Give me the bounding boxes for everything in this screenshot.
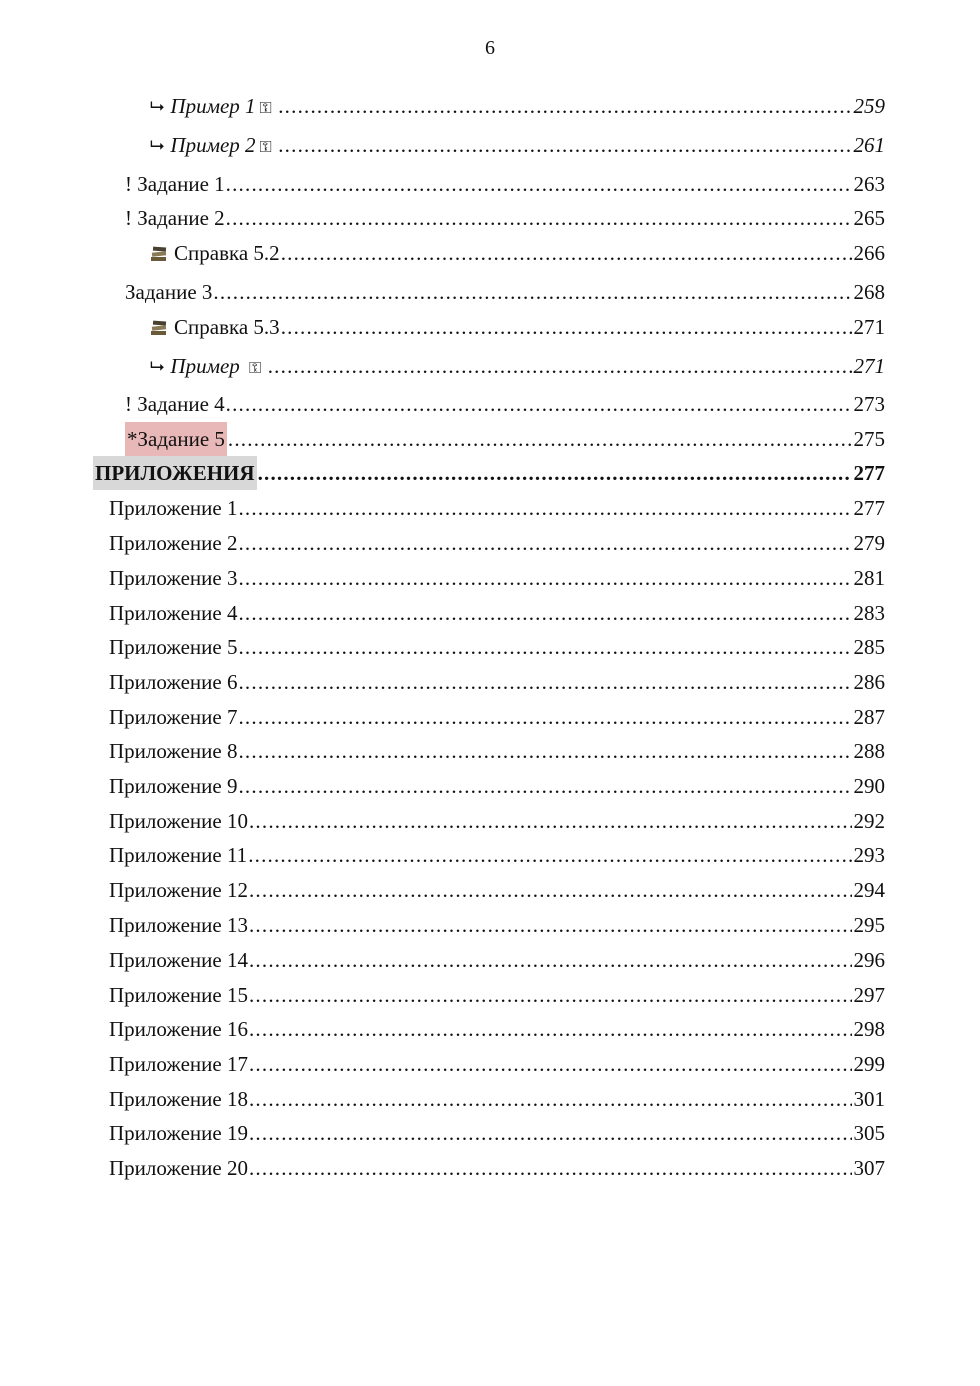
key-icon: ⚿: [259, 139, 272, 156]
toc-entry-page: 266: [853, 241, 885, 265]
toc-entry-appendix-1[interactable]: [109, 491, 885, 525]
page-number: 6: [485, 37, 495, 59]
toc-entry-label: Приложение 6: [109, 670, 238, 694]
toc-entry-appendix-4[interactable]: [109, 596, 885, 630]
toc-entry-page: 275: [853, 427, 885, 451]
toc-entry-label: Задание 3: [125, 280, 213, 304]
toc-entry-label: Приложение 19: [109, 1121, 248, 1145]
toc-entry-page: 290: [853, 774, 885, 798]
toc-entry-page: 286: [853, 670, 885, 694]
toc-entry-task-4[interactable]: [125, 387, 885, 421]
dot-leader: [249, 908, 852, 942]
toc-entry-appendix-14[interactable]: [109, 943, 885, 977]
toc-entry-label: Приложение 5: [109, 635, 238, 659]
toc-entry-label: Приложение 11: [109, 843, 248, 867]
toc-entry-example[interactable]: [150, 349, 885, 383]
toc-entry-label: Приложение 20: [109, 1156, 248, 1180]
toc-entry-label: Приложение 4: [109, 601, 238, 625]
dot-leader: [238, 561, 851, 595]
dot-leader: [238, 630, 851, 664]
dot-leader: [238, 596, 851, 630]
toc-entry-page: 271: [853, 315, 885, 339]
dot-leader: [258, 456, 852, 490]
toc-entry-label: Приложение 13: [109, 913, 248, 937]
dot-leader: [268, 349, 851, 383]
toc-entry-page: 287: [853, 705, 885, 729]
books-icon: [150, 237, 168, 271]
toc-entry-appendix-6[interactable]: [109, 665, 885, 699]
toc-entry-label: Справка 5.2: [174, 241, 280, 265]
toc-entry-appendix-13[interactable]: [109, 908, 885, 942]
toc-entry-page: 288: [853, 739, 885, 763]
toc-entry-reference-5-2[interactable]: [150, 236, 885, 270]
toc-entry-example-1[interactable]: [150, 89, 885, 123]
toc-entry-page: 283: [853, 601, 885, 625]
dot-leader: [238, 665, 851, 699]
dot-leader: [281, 310, 852, 344]
dot-leader: [238, 734, 851, 768]
key-icon: ⚿: [249, 360, 262, 377]
key-icon: ⚿: [259, 100, 272, 117]
toc-entry-label: Приложение 18: [109, 1087, 248, 1111]
toc-entry-task-5[interactable]: [125, 422, 885, 456]
toc-entry-label: Приложение 1: [109, 496, 238, 520]
toc-entry-label: Пример: [170, 354, 240, 378]
toc-entry-label: Приложение 16: [109, 1017, 248, 1041]
dot-leader: [249, 943, 852, 977]
dot-leader: [226, 201, 852, 235]
dot-leader: [249, 1012, 852, 1046]
dot-leader: [248, 838, 851, 872]
toc-entry-page: 265: [853, 206, 885, 230]
toc-entry-page: 299: [853, 1052, 885, 1076]
toc-entry-label: ! Задание 2: [125, 206, 225, 230]
toc-entry-page: 293: [853, 843, 885, 867]
toc-entry-page: 259: [853, 94, 885, 118]
toc-entry-label: Приложение 10: [109, 809, 248, 833]
toc-entry-label: Справка 5.3: [174, 315, 280, 339]
dot-leader: [249, 804, 852, 838]
toc-entry-page: 295: [853, 913, 885, 937]
dot-leader: [249, 1047, 852, 1081]
toc-entry-reference-5-3[interactable]: [150, 310, 885, 344]
dot-leader: [228, 422, 852, 456]
toc-entry-page: 305: [853, 1121, 885, 1145]
toc-entry-appendix-19[interactable]: [109, 1116, 885, 1150]
toc-entry-label: Приложение 3: [109, 566, 238, 590]
toc-entry-appendix-12[interactable]: [109, 873, 885, 907]
dot-leader: [249, 873, 852, 907]
toc-entry-label: ! Задание 1: [125, 172, 225, 196]
toc-entry-page: 285: [853, 635, 885, 659]
toc-entry-label: Приложение 12: [109, 878, 248, 902]
toc-entry-task-1[interactable]: [125, 167, 885, 201]
toc-entry-page: 307: [853, 1156, 885, 1180]
toc-entry-page: 277: [853, 496, 885, 520]
toc-entry-page: 261: [853, 133, 885, 157]
dot-leader: [249, 1082, 852, 1116]
toc-entry-appendix-20[interactable]: [109, 1151, 885, 1185]
toc-entry-label: Приложение 14: [109, 948, 248, 972]
toc-entry-page: 297: [853, 983, 885, 1007]
toc-entry-appendix-15[interactable]: [109, 978, 885, 1012]
pushpin-icon: ⮡: [150, 356, 165, 376]
toc-entry-page: 292: [853, 809, 885, 833]
toc-entry-page: 277: [853, 461, 885, 485]
toc-entry-appendix-8[interactable]: [109, 734, 885, 768]
toc-entry-appendix-16[interactable]: [109, 1012, 885, 1046]
pushpin-icon: ⮡: [150, 135, 165, 155]
dot-leader: [238, 526, 851, 560]
toc-entry-label: Приложение 8: [109, 739, 238, 763]
toc-entry-appendix-10[interactable]: [109, 804, 885, 838]
pushpin-icon: ⮡: [150, 96, 165, 116]
dot-leader: [249, 1151, 852, 1185]
toc-entry-label: ПРИЛОЖЕНИЯ: [93, 456, 257, 490]
toc-entry-page: 301: [853, 1087, 885, 1111]
dot-leader: [249, 1116, 852, 1150]
dot-leader: [238, 700, 851, 734]
toc-entry-task-3[interactable]: [125, 275, 885, 309]
toc-entry-page: 263: [853, 172, 885, 196]
toc-entry-page: 268: [853, 280, 885, 304]
dot-leader: [281, 236, 852, 270]
toc-entry-task-2[interactable]: [125, 201, 885, 235]
toc-entry-appendix-9[interactable]: [109, 769, 885, 803]
toc-entry-label: *Задание 5: [125, 422, 227, 456]
toc-entry-label: Приложение 7: [109, 705, 238, 729]
dot-leader: [213, 275, 851, 309]
toc-entry-appendix-5[interactable]: [109, 630, 885, 664]
books-icon: [150, 311, 168, 345]
toc-entry-page: 298: [853, 1017, 885, 1041]
dot-leader: [249, 978, 852, 1012]
toc-entry-page: 281: [853, 566, 885, 590]
toc-entry-appendices[interactable]: [93, 456, 885, 490]
toc-entry-label: ! Задание 4: [125, 392, 225, 416]
dot-leader: [238, 769, 851, 803]
dot-leader: [226, 387, 852, 421]
toc-entry-page: 294: [853, 878, 885, 902]
dot-leader: [238, 491, 851, 525]
toc-entry-label: Пример 2: [170, 133, 256, 157]
toc-entry-appendix-2[interactable]: [109, 526, 885, 560]
toc-entry-appendix-3[interactable]: [109, 561, 885, 595]
toc-entry-appendix-7[interactable]: [109, 700, 885, 734]
toc-entry-page: 296: [853, 948, 885, 972]
toc-entry-appendix-11[interactable]: [109, 838, 885, 872]
toc-entry-label: Пример 1: [170, 94, 256, 118]
dot-leader: [226, 167, 852, 201]
toc-entry-label: Приложение 17: [109, 1052, 248, 1076]
toc-entry-appendix-18[interactable]: [109, 1082, 885, 1116]
toc-entry-example-2[interactable]: [150, 128, 885, 162]
toc-entry-label: Приложение 15: [109, 983, 248, 1007]
dot-leader: [279, 89, 852, 123]
dot-leader: [279, 128, 852, 162]
toc-entry-label: Приложение 2: [109, 531, 238, 555]
toc-entry-page: 271: [853, 354, 885, 378]
toc-entry-page: 273: [853, 392, 885, 416]
toc-entry-appendix-17[interactable]: [109, 1047, 885, 1081]
toc-entry-label: Приложение 9: [109, 774, 238, 798]
toc-entry-page: 279: [853, 531, 885, 555]
